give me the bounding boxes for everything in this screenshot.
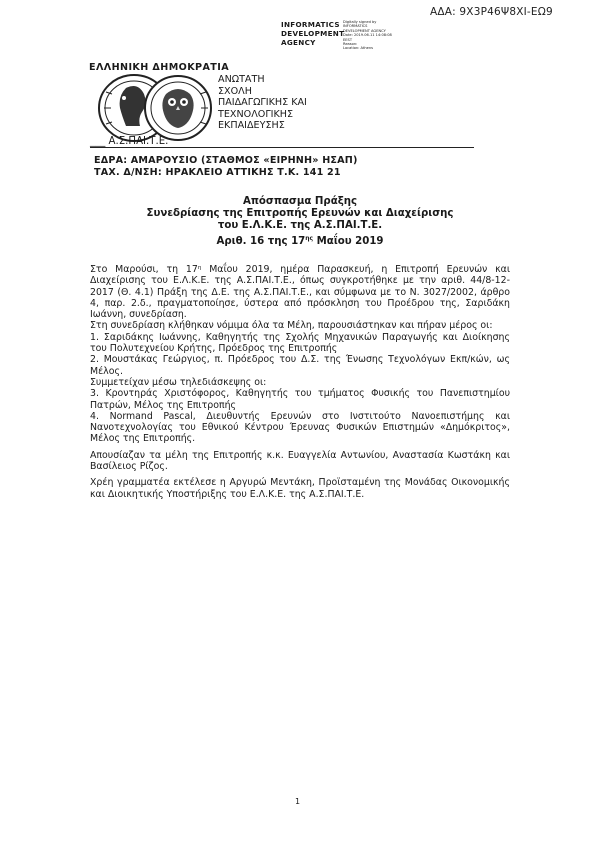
country-heading: ΕΛΛΗΝΙΚΗ ΔΗΜΟΚΡΑΤΙΑ [89, 62, 230, 73]
title-line-session [90, 233, 510, 248]
member-item: 1. Σαριδάκης Ιωάννης, Καθηγητής της Σχολής Μηχανικών Παραγωγής και Διοίκησης του Πολυτεχνείου Κρήτης, Πρόεδρος της Επιτροπής [90, 331, 510, 355]
document-body [90, 263, 510, 500]
school-line: ΣΧΟΛΗ [218, 85, 252, 97]
paragraph: Χρέη γραμματέα εκτέλεσε η Αργυρώ Μεντάκη, Προϊσταμένη της Μονάδας Οικονομικής και Διοικητικής Υποστήριξης του Ε.Λ.Κ.Ε. της Α.Σ.ΠΑΙ.Τ.Ε. [90, 477, 510, 500]
institution-seal-logo [96, 74, 214, 142]
stamp-detail: DEVELOPMENT AGENCY [343, 28, 386, 33]
paragraph-text: Μαΐου 2019, ημέρα Παρασκευή, η Επιτροπή Ερευνών και Διαχείρισης του Ε.Λ.Κ.Ε. της Α.Σ.ΠΑΙ.Τ.Ε., όπως συγκροτήθηκε με την αριθ. 44/8-12-2017 (Θ. 4.1) Πράξη της Δ.Ε. της Α.Σ.ΠΑΙ.Τ.Ε., και σύμφωνα με το Ν. 3027/2002, άρθρο 4, παρ. 2.δ., πραγματοποίησε, ύστερα από πρόσκληση του Προέδρου της, Σαριδάκη Ιωάννη, συνεδρίαση. [90, 264, 511, 321]
paragraph: Στη συνεδρίαση κλήθηκαν νόμιμα όλα τα Μέλη, παρουσιάστηκαν και πήραν μέρος οι: [90, 320, 493, 332]
stamp-detail: Digitally signed by [343, 20, 377, 24]
school-line: ΑΝΩΤΑΤΗ [218, 74, 265, 85]
stamp-detail: INFORMATICS [343, 24, 368, 29]
institution-abbreviation: ___ Α.Σ.ΠΑΙ.Τ.Ε. [90, 136, 169, 147]
letterhead-divider [90, 147, 474, 148]
member-item: 3. Κροντηράς Χριστόφορος, Καθηγητής του τμήματος Φυσικής του Πανεπιστημίου Πατρών, Μέλος της Επιτροπής [90, 388, 510, 411]
page-number: 1 [294, 797, 301, 806]
stamp-line: AGENCY [281, 38, 316, 47]
title-line: Απόσπασμα Πράξης [242, 196, 358, 207]
postal-address: ΤΑΧ. Δ/ΝΣΗ: ΗΡΑΚΛΕΙΟ ΑΤΤΙΚΗΣ Τ.Κ. 141 21 [94, 167, 341, 178]
session-text: Αριθ. 16 της 17 [216, 235, 306, 247]
stamp-detail: Location: Athens [343, 46, 373, 51]
seat-address: ΕΔΡΑ: ΑΜΑΡΟΥΣΙΟ (ΣΤΑΘΜΟΣ «ΕΙΡΗΝΗ» ΗΣΑΠ) [94, 155, 358, 166]
document-title [90, 196, 510, 248]
stamp-detail: Date: 2019.06.11 14:08:08 [343, 33, 392, 38]
member-item: 4. Normand Pascal, Διευθυντής Ερευνών στο Ινστιτούτο Νανοεπιστήμης και Νανοτεχνολογίας του Εθνικού Κέντρου Έρευνας Φυσικών Επιστημών «Δημόκριτος», Μέλος της Επιτροπής. [90, 410, 510, 445]
school-line: ΤΕΧΝΟΛΟΓΙΚΗΣ [218, 108, 294, 120]
paragraph: Απουσίαζαν τα μέλη της Επιτροπής κ.κ. Ευαγγελία Αντωνίου, Αναστασία Κωστάκη και Βασίλειος Ρίζος. [90, 449, 510, 473]
member-item: 2. Μουστάκας Γεώργιος, π. Πρόεδρος του Δ.Σ. της Ένωσης Τεχνολόγων Εκπ/κών, ως Μέλος. [90, 354, 510, 377]
paragraph-text: Στο Μαρούσι, τη 17 [90, 264, 198, 275]
stamp-fine-print [343, 20, 405, 51]
paragraph: Συμμετείχαν μέσω τηλεδιάσκεψης οι: [90, 376, 267, 388]
title-line: του Ε.Λ.Κ.Ε. της Α.Σ.ΠΑΙ.Τ.Ε. [217, 220, 383, 232]
school-name-lines [218, 74, 307, 132]
stamp-line: INFORMATICS [281, 20, 340, 29]
stamp-detail: EEST [343, 37, 353, 42]
stamp-line: DEVELOPMENT [281, 29, 345, 38]
ordinal-suffix: ης [305, 234, 314, 242]
digital-signature-stamp [281, 20, 401, 56]
session-date: Μαΐου 2019 [313, 235, 384, 247]
stamp-detail: Reason: [343, 42, 358, 47]
paragraph [90, 263, 510, 320]
title-line: Συνεδρίασης της Επιτροπής Ερευνών και Διαχείρισης [146, 208, 454, 220]
school-line: ΠΑΙΔΑΓΩΓΙΚΗΣ ΚΑΙ [218, 97, 307, 109]
ada-code: ΑΔΑ: 9Χ3Ρ46Ψ8ΧΙ-ΕΩ9 [430, 6, 553, 18]
stamp-org-name [281, 20, 344, 47]
ordinal-suffix: η [197, 265, 202, 271]
school-line: ΕΚΠΑΙΔΕΥΣΗΣ [218, 120, 285, 132]
